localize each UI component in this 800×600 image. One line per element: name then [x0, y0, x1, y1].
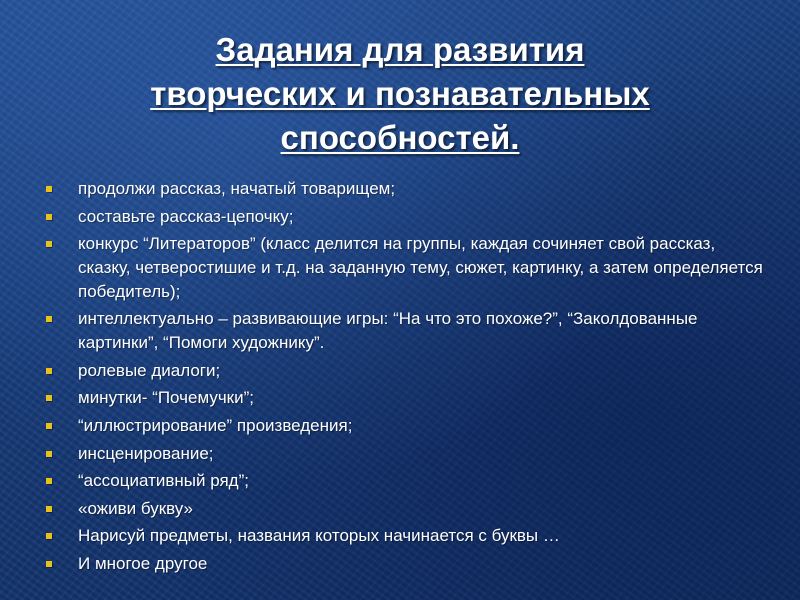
task-list: [46, 177, 766, 580]
list-item: [46, 524, 766, 548]
title-line-2: творческих и познавательных: [150, 75, 650, 112]
list-item: [46, 232, 766, 303]
list-item-text: инсценирование;: [78, 443, 214, 463]
list-item: [46, 307, 766, 355]
slide-title: [40, 28, 760, 160]
list-item: [46, 386, 766, 410]
list-item-text: Нарисуй предметы, названия которых начинается с буквы …: [78, 526, 560, 546]
list-item: [46, 177, 766, 201]
square-bullet-icon: [46, 368, 52, 374]
list-item-text: минутки- “Почемучки”;: [78, 388, 255, 408]
list-item: [46, 497, 766, 521]
list-item: [46, 359, 766, 383]
list-item-text: ролевые диалоги;: [78, 360, 221, 380]
list-item: [46, 442, 766, 466]
list-item-text: “иллюстрирование” произведения;: [78, 415, 353, 435]
list-item: [46, 414, 766, 438]
square-bullet-icon: [46, 186, 52, 192]
list-item-text: интеллектуально – развивающие игры: “На что это похоже?”, “Заколдованные картинки”, “Помоги художнику”.: [78, 309, 698, 353]
list-item-text: конкурс “Литераторов” (класс делится на группы, каждая сочиняет свой рассказ, сказку, четверостишие и т.д. на заданную тему, сюжет, картинку, а затем определяется победитель);: [78, 234, 763, 301]
square-bullet-icon: [46, 214, 52, 220]
square-bullet-icon: [46, 506, 52, 512]
list-item: [46, 552, 766, 576]
square-bullet-icon: [46, 533, 52, 539]
square-bullet-icon: [46, 423, 52, 429]
title-line-1: Задания для развития: [215, 31, 585, 68]
square-bullet-icon: [46, 316, 52, 322]
square-bullet-icon: [46, 241, 52, 247]
list-item-text: “ассоциативный ряд”;: [78, 471, 249, 491]
square-bullet-icon: [46, 451, 52, 457]
list-item: [46, 205, 766, 229]
list-item-text: И многое другое: [78, 553, 208, 573]
list-item-text: «оживи букву»: [78, 498, 193, 518]
square-bullet-icon: [46, 395, 52, 401]
list-item-text: составьте рассказ-цепочку;: [78, 206, 294, 226]
list-item: [46, 469, 766, 493]
square-bullet-icon: [46, 478, 52, 484]
square-bullet-icon: [46, 561, 52, 567]
title-line-3: способностей.: [280, 119, 520, 156]
list-item-text: продолжи рассказ, начатый товарищем;: [78, 179, 396, 198]
